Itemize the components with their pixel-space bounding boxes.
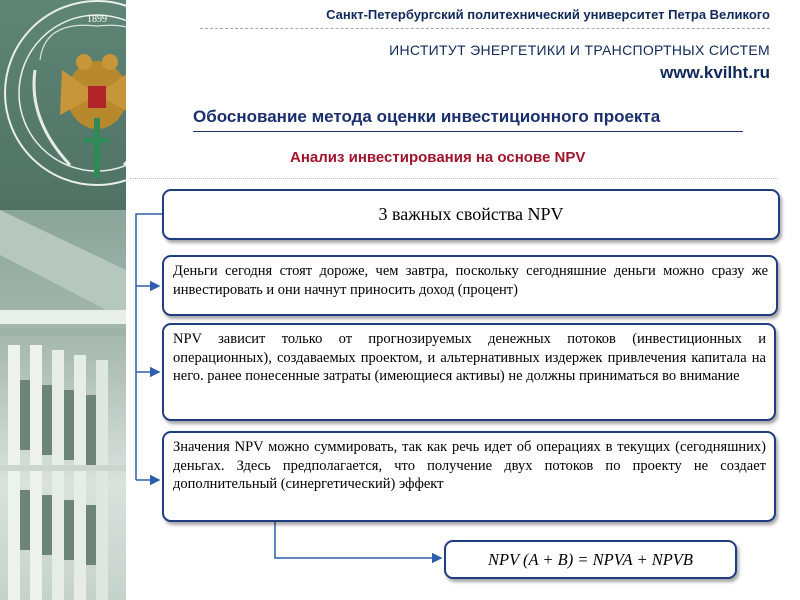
slide-subtitle: Анализ инвестирования на основе NPV (290, 149, 586, 166)
formula-box: NPV (A + B) = NPVA + NPVB (444, 540, 737, 579)
university-name: Санкт-Петербургский политехнический университет Петра Великого (326, 7, 770, 22)
institute-name: ИНСТИТУТ ЭНЕРГЕТИКИ И ТРАНСПОРТНЫХ СИСТЕМ (389, 42, 770, 58)
emblem-year: 1899 (87, 14, 107, 25)
main-properties-box: 3 важных свойства NPV (162, 189, 780, 240)
property-box-3: Значения NPV можно суммировать, так как речь идет об операциях в текущих (сегодняшних) деньгах. Здесь предполагается, что получение двух потоков по проекту не создает дополнительный (синергетический) эффект (162, 431, 776, 522)
slide-title: Обоснование метода оценки инвестиционного проекта (193, 107, 661, 126)
property-box-1: Деньги сегодня стоят дороже, чем завтра, поскольку сегодняшние деньги можно сразу же инвестировать и они начнут приносить доход (процент) (162, 255, 778, 316)
website-link[interactable]: www.kvilht.ru (660, 63, 770, 82)
property-box-2: NPV зависит только от прогнозируемых денежных потоков (инвестиционных и операционных), создаваемых проектом, и альтернативных издержек привлечения капитала на него. ранее понесенные затраты (имеющиеся активы) не должны приниматься во внимание (162, 323, 776, 421)
